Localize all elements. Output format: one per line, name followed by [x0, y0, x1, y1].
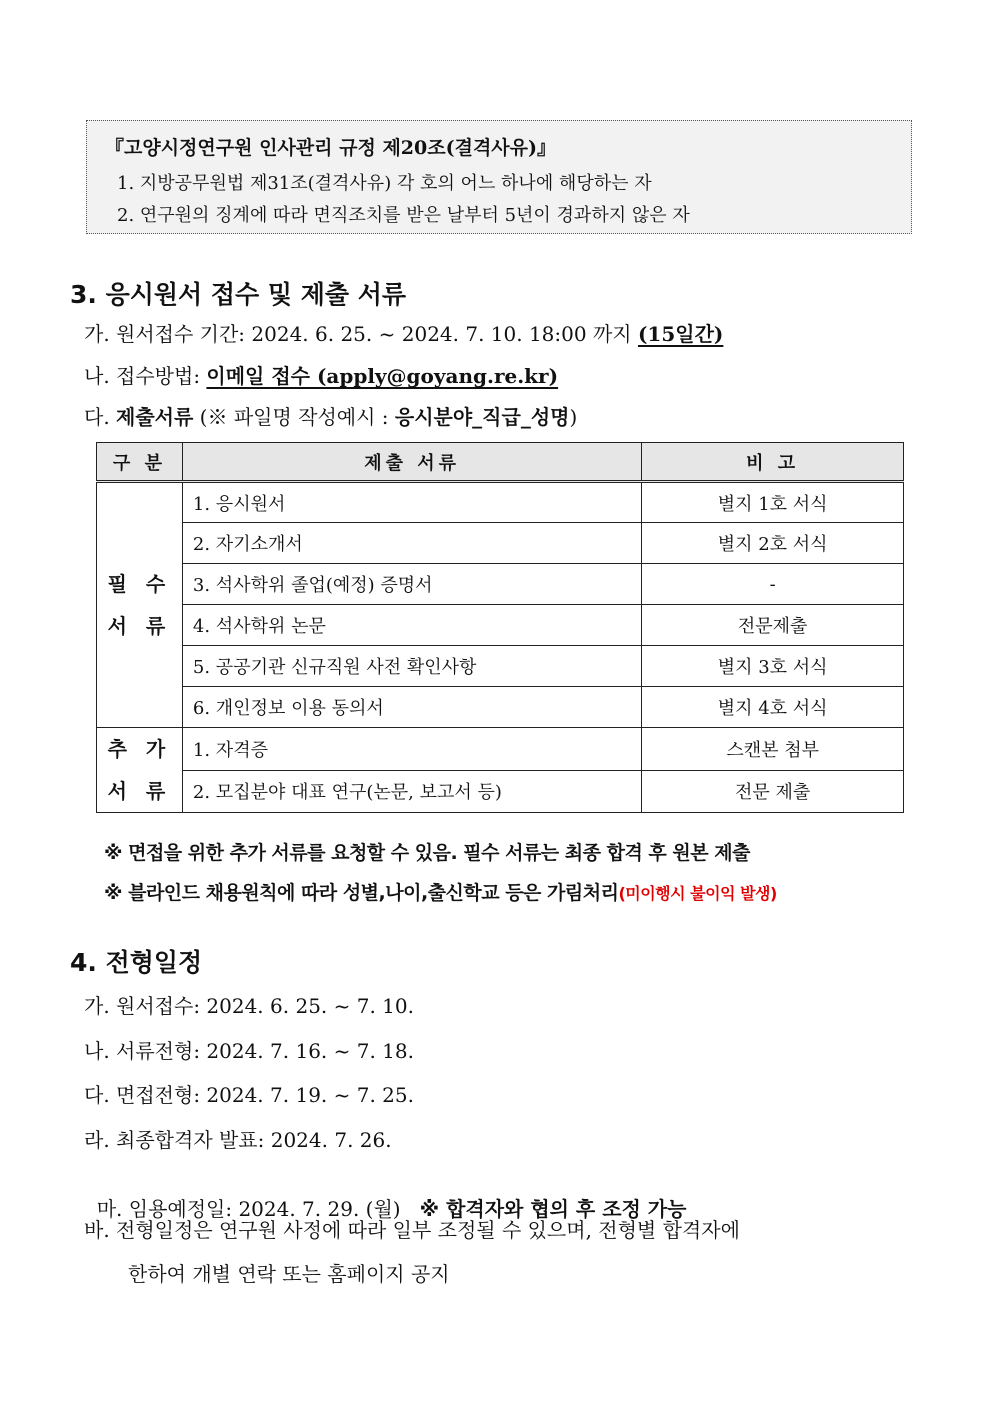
- note-cell: 별지 4호 서식: [642, 687, 904, 728]
- docs-label: 제출서류: [116, 405, 194, 429]
- doc-cell: 6. 개인정보 이용 동의서: [182, 687, 641, 728]
- category-line: 추 가: [107, 737, 172, 761]
- penalty-warning: (미이행시 불이익 발생): [618, 884, 777, 903]
- table-header-row: [97, 443, 904, 482]
- table-row: [97, 482, 904, 523]
- schedule-line-adjust-cont: 한하여 개별 연락 또는 홈페이지 공지: [128, 1262, 450, 1286]
- table-row: [97, 564, 904, 605]
- doc-cell: 4. 석사학위 논문: [182, 605, 641, 646]
- appointment-note: ※ 합격자와 협의 후 조정 가능: [419, 1197, 687, 1221]
- doc-cell: 2. 모집분야 대표 연구(논문, 보고서 등): [182, 770, 641, 813]
- category-line: 서 류: [107, 779, 172, 803]
- period-duration: (15일간): [637, 322, 724, 346]
- docs-end: ): [569, 405, 578, 429]
- section-3-title: 3. 응시원서 접수 및 제출 서류: [70, 280, 407, 309]
- table-row: [97, 687, 904, 728]
- section-3-line-b: [84, 360, 558, 389]
- header-note: 비 고: [642, 443, 904, 482]
- notice-line-1: ※ 면접을 위한 추가 서류를 요청할 수 있음. 필수 서류는 최종 합격 후 원본 제출: [104, 842, 750, 864]
- section-3-line-a: [84, 318, 723, 347]
- note-cell: -: [642, 564, 904, 605]
- period-text: 가. 원서접수 기간: 2024. 6. 25. ~ 2024. 7. 10. 18:00 까지: [84, 322, 638, 346]
- table-row: [97, 728, 904, 771]
- section-3-line-c: [84, 401, 577, 430]
- note-cell: 별지 3호 서식: [642, 646, 904, 687]
- doc-cell: 1. 응시원서: [182, 482, 641, 523]
- note-cell: 전문 제출: [642, 770, 904, 813]
- header-document: 제출 서류: [182, 443, 641, 482]
- note-cell: 스캔본 첨부: [642, 728, 904, 771]
- table-row: [97, 605, 904, 646]
- schedule-line: 가. 원서접수: 2024. 6. 25. ~ 7. 10.: [84, 994, 414, 1018]
- category-additional: [97, 728, 183, 813]
- rule-box: [86, 120, 912, 234]
- appointment-date: 마. 임용예정일: 2024. 7. 29. (월): [96, 1197, 420, 1221]
- rule-item: 1. 지방공무원법 제31조(결격사유) 각 호의 어느 하나에 해당하는 자: [117, 173, 652, 194]
- schedule-line-adjust: 바. 전형일정은 연구원 사정에 따라 일부 조정될 수 있으며, 전형별 합격자에: [84, 1218, 740, 1242]
- blind-hiring-notice: ※ 블라인드 채용원칙에 따라 성별,나이,출신학교 등은 가림처리: [104, 882, 619, 904]
- schedule-line: 다. 면접전형: 2024. 7. 19. ~ 7. 25.: [84, 1083, 414, 1107]
- docs-prefix: 다.: [84, 405, 117, 429]
- method-email: 이메일 접수 (apply@goyang.re.kr): [206, 364, 559, 388]
- rule-box-title: 『고양시정연구원 인사관리 규정 제20조(결격사유)』: [105, 137, 556, 159]
- doc-cell: 1. 자격증: [182, 728, 641, 771]
- schedule-line: 라. 최종합격자 발표: 2024. 7. 26.: [84, 1128, 392, 1152]
- note-cell: 전문제출: [642, 605, 904, 646]
- docs-example: 응시분야_직급_성명: [394, 405, 570, 429]
- header-category: 구 분: [97, 443, 183, 482]
- note-cell: 별지 2호 서식: [642, 523, 904, 564]
- docs-example-label: (※ 파일명 작성예시 :: [193, 405, 395, 429]
- category-required: [97, 482, 183, 728]
- notice-line-2: [104, 878, 777, 905]
- schedule-line: 나. 서류전형: 2024. 7. 16. ~ 7. 18.: [84, 1039, 414, 1063]
- note-cell: 별지 1호 서식: [642, 482, 904, 523]
- method-label: 나. 접수방법:: [84, 364, 207, 388]
- category-line: 필 수: [107, 572, 172, 596]
- section-4-title: 4. 전형일정: [70, 948, 203, 977]
- table-row: [97, 523, 904, 564]
- doc-cell: 3. 석사학위 졸업(예정) 증명서: [182, 564, 641, 605]
- table-row: [97, 770, 904, 813]
- documents-table: [96, 442, 904, 813]
- table-row: [97, 646, 904, 687]
- doc-cell: 2. 자기소개서: [182, 523, 641, 564]
- category-line: 서 류: [107, 614, 172, 638]
- rule-item: 2. 연구원의 징계에 따라 면직조치를 받은 날부터 5년이 경과하지 않은 자: [117, 205, 690, 226]
- doc-cell: 5. 공공기관 신규직원 사전 확인사항: [182, 646, 641, 687]
